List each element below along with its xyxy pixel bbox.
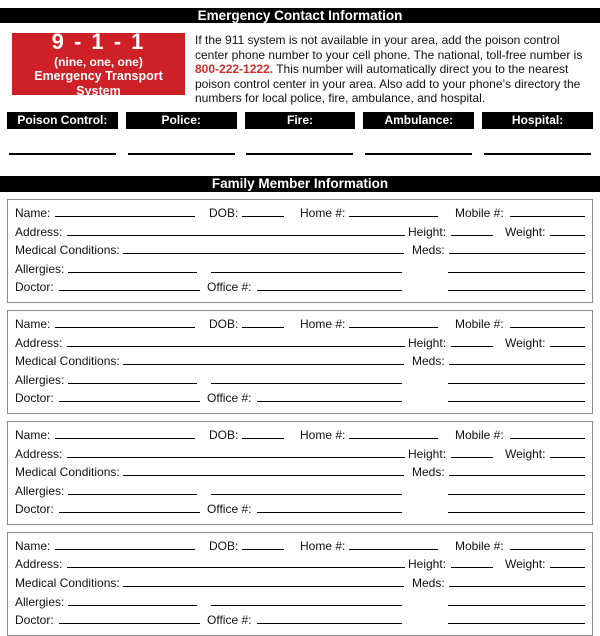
meds-continuation-line[interactable] [448,494,585,495]
row-medical-meds [15,574,585,593]
contact-label-bars [7,112,593,129]
address-label: Address: [15,335,63,350]
row-allergies [15,482,585,501]
office-number-label: Office #: [207,280,252,295]
address-input-line[interactable] [67,567,405,568]
meds-input-line[interactable] [449,586,585,587]
row-name-dob-phones [15,315,585,334]
row-doctor-office [15,278,585,297]
address-label: Address: [15,557,63,572]
height-label: Height: [408,335,447,350]
name-input-line[interactable] [55,438,195,439]
office-number-input-line[interactable] [257,623,402,624]
row-allergies [15,260,585,279]
family-member-block [7,199,593,303]
allergies-continuation-line[interactable] [211,383,402,384]
allergies-continuation-line[interactable] [211,272,402,273]
medical-conditions-input-line[interactable] [123,586,404,587]
medical-conditions-label: Medical Conditions: [15,576,120,591]
row-address-height-weight [15,445,585,464]
meds-continuation-line-2[interactable] [448,512,585,513]
contact-write-in-lines [7,153,593,155]
allergies-continuation-line[interactable] [211,494,402,495]
contact-label-police: Police: [126,112,237,129]
dob-label: DOB: [209,427,239,442]
doctor-label: Doctor: [15,391,54,406]
mobile-number-label: Mobile #: [455,205,504,220]
dob-label: DOB: [209,538,239,553]
weight-label: Weight: [505,446,546,461]
fire-input-line[interactable] [246,153,353,155]
height-input-line[interactable] [451,346,493,347]
weight-label: Weight: [505,224,546,239]
allergies-continuation-line[interactable] [211,605,402,606]
row-medical-meds [15,241,585,260]
allergies-input-line[interactable] [68,383,197,384]
mobile-number-input-line[interactable] [510,549,585,550]
allergies-label: Allergies: [15,594,65,609]
row-allergies [15,371,585,390]
weight-label: Weight: [505,557,546,572]
contact-label-hospital: Hospital: [482,112,593,129]
poison-control-input-line[interactable] [9,153,116,155]
doctor-input-line[interactable] [59,512,200,513]
ambulance-input-line[interactable] [365,153,472,155]
contact-label-ambulance: Ambulance: [363,112,474,129]
medical-conditions-input-line[interactable] [123,253,404,254]
home-number-label: Home #: [300,205,346,220]
office-number-input-line[interactable] [257,401,402,402]
hospital-input-line[interactable] [484,153,591,155]
meds-continuation-line[interactable] [448,272,585,273]
weight-input-line[interactable] [550,235,585,236]
intro-section [12,29,588,106]
allergies-label: Allergies: [15,261,65,276]
meds-continuation-line-2[interactable] [448,623,585,624]
intro-paragraph [195,33,588,106]
police-input-line[interactable] [128,153,235,155]
address-input-line[interactable] [67,346,405,347]
home-number-label: Home #: [300,316,346,331]
height-input-line[interactable] [451,567,493,568]
weight-input-line[interactable] [550,346,585,347]
dob-input-line[interactable] [242,438,284,439]
doctor-label: Doctor: [15,280,54,295]
row-allergies [15,593,585,612]
nine-one-one-box [12,29,185,98]
height-input-line[interactable] [451,457,493,458]
dob-label: DOB: [209,316,239,331]
family-member-header: Family Member Information [0,176,600,192]
emergency-transport-label: Emergency Transport System [34,69,163,98]
address-label: Address: [15,446,63,461]
meds-continuation-line-2[interactable] [448,290,585,291]
family-member-block [7,421,593,525]
home-number-input-line[interactable] [349,327,438,328]
name-label: Name: [15,316,51,331]
office-number-label: Office #: [207,613,252,628]
home-number-label: Home #: [300,538,346,553]
name-input-line[interactable] [55,549,195,550]
dob-input-line[interactable] [242,549,284,550]
family-member-block [7,532,593,636]
family-member-block [7,310,593,414]
address-label: Address: [15,224,63,239]
name-label: Name: [15,427,51,442]
weight-label: Weight: [505,335,546,350]
allergies-input-line[interactable] [68,605,197,606]
medical-conditions-input-line[interactable] [123,364,404,365]
row-address-height-weight [15,223,585,242]
mobile-number-input-line[interactable] [510,438,585,439]
meds-continuation-line[interactable] [448,383,585,384]
name-label: Name: [15,205,51,220]
emergency-contact-header: Emergency Contact Information [0,8,600,23]
doctor-input-line[interactable] [59,401,200,402]
dob-input-line[interactable] [242,327,284,328]
row-medical-meds [15,463,585,482]
home-number-label: Home #: [300,427,346,442]
office-number-input-line[interactable] [257,290,402,291]
mobile-number-input-line[interactable] [510,216,585,217]
allergies-input-line[interactable] [68,272,197,273]
address-input-line[interactable] [67,235,405,236]
row-address-height-weight [15,334,585,353]
row-address-height-weight [15,555,585,574]
name-label: Name: [15,538,51,553]
row-doctor-office [15,389,585,408]
meds-input-line[interactable] [449,475,585,476]
height-input-line[interactable] [451,235,493,236]
meds-label: Meds: [412,354,445,369]
weight-input-line[interactable] [550,567,585,568]
family-member-blocks [0,199,600,636]
mobile-number-label: Mobile #: [455,316,504,331]
poison-control-phone-number: 800-222-1222. [195,62,274,77]
row-name-dob-phones [15,204,585,223]
row-doctor-office [15,500,585,519]
contact-label-poison-control: Poison Control: [7,112,118,129]
office-number-input-line[interactable] [257,512,402,513]
name-input-line[interactable] [55,327,195,328]
mobile-number-label: Mobile #: [455,427,504,442]
nine-one-one-words: (nine, one, one) [54,55,143,69]
height-label: Height: [408,224,447,239]
mobile-number-label: Mobile #: [455,538,504,553]
office-number-label: Office #: [207,391,252,406]
name-input-line[interactable] [55,216,195,217]
row-name-dob-phones [15,537,585,556]
height-label: Height: [408,446,447,461]
meds-label: Meds: [412,576,445,591]
doctor-input-line[interactable] [59,290,200,291]
meds-label: Meds: [412,465,445,480]
medical-conditions-label: Medical Conditions: [15,243,120,258]
nine-one-one-number: 9 - 1 - 1 [51,29,146,54]
medical-conditions-label: Medical Conditions: [15,354,120,369]
meds-continuation-line-2[interactable] [448,401,585,402]
home-number-input-line[interactable] [349,216,438,217]
mobile-number-input-line[interactable] [510,327,585,328]
contact-label-fire: Fire: [245,112,356,129]
weight-input-line[interactable] [550,457,585,458]
home-number-input-line[interactable] [349,438,438,439]
allergies-label: Allergies: [15,483,65,498]
doctor-label: Doctor: [15,502,54,517]
meds-input-line[interactable] [449,253,585,254]
office-number-label: Office #: [207,502,252,517]
meds-continuation-line[interactable] [448,605,585,606]
row-name-dob-phones [15,426,585,445]
home-number-input-line[interactable] [349,549,438,550]
address-input-line[interactable] [67,457,405,458]
row-doctor-office [15,611,585,630]
intro-text-after: This number will automatically direct you to the nearest poison control center in your area. Also add to your phone’s directory the numbers for local police, fire, ambulance, and hospital. [195,62,581,106]
dob-label: DOB: [209,205,239,220]
medical-conditions-input-line[interactable] [123,475,404,476]
row-medical-meds [15,352,585,371]
medical-conditions-label: Medical Conditions: [15,465,120,480]
doctor-input-line[interactable] [59,623,200,624]
meds-input-line[interactable] [449,364,585,365]
dob-input-line[interactable] [242,216,284,217]
allergies-label: Allergies: [15,372,65,387]
intro-text-before: If the 911 system is not available in your area, add the poison control center phone number to your cell phone. The national, toll-free number is [195,33,583,62]
allergies-input-line[interactable] [68,494,197,495]
doctor-label: Doctor: [15,613,54,628]
meds-label: Meds: [412,243,445,258]
height-label: Height: [408,557,447,572]
